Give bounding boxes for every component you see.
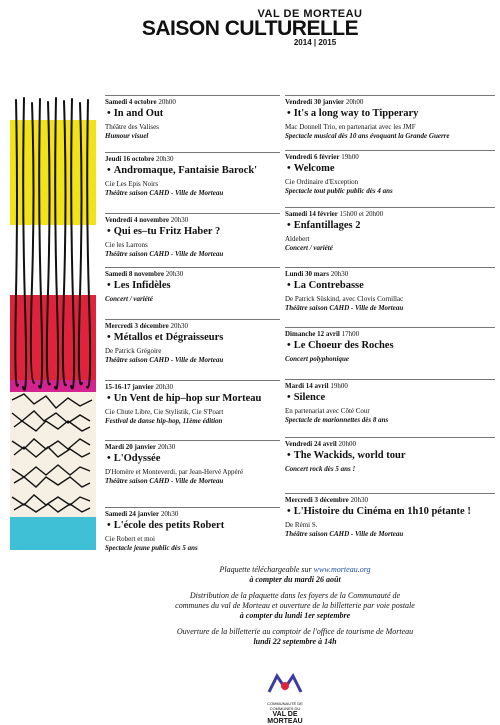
event-title bbox=[287, 163, 495, 174]
bullet-icon: • bbox=[287, 392, 291, 403]
logo-small-text: COMMUNAUTÉ DE COMMUNES DU bbox=[267, 701, 303, 711]
event-time: 19h00 bbox=[330, 382, 348, 390]
event-title-text: It's a long way to Tipperary bbox=[293, 108, 419, 119]
event-time: 19h00 bbox=[341, 153, 359, 161]
event-day: Samedi 4 octobre bbox=[105, 98, 157, 106]
footer-distribution-line1: Distribution de la plaquette dans les foyers de la Communauté de bbox=[189, 591, 401, 600]
event-time: 20h30 bbox=[160, 510, 179, 518]
event-date bbox=[285, 270, 495, 278]
event-time: 20h30 bbox=[157, 443, 176, 451]
event-category: Théâtre saison CAHD - Ville de Morteau bbox=[285, 530, 404, 538]
bullet-icon: • bbox=[287, 280, 291, 291]
event-block bbox=[285, 267, 495, 313]
event-credit: D'Homère et Monteverdi, par Jean-Hervé Appéré bbox=[105, 468, 244, 476]
event-date bbox=[105, 383, 280, 391]
footer-distribution bbox=[90, 591, 500, 621]
event-title-text: Les Infidèles bbox=[113, 280, 171, 291]
event-credit: Cie Les Epis Noirs bbox=[105, 180, 159, 188]
event-day: Vendredi 4 novembre bbox=[105, 216, 170, 224]
bullet-icon: • bbox=[107, 453, 111, 464]
bullet-icon: • bbox=[287, 506, 291, 517]
event-title bbox=[107, 226, 280, 237]
event-time: 20h30 bbox=[170, 322, 189, 330]
event-title bbox=[287, 220, 495, 231]
event-category: Humour visuel bbox=[105, 132, 149, 140]
footer-distribution-line2: communes du val de Morteau et ouverture de la billetterie par voie postale bbox=[175, 601, 415, 610]
event-time: 20h30 bbox=[165, 270, 184, 278]
event-time: 20h30 bbox=[350, 496, 369, 504]
event-category: Spectacle jeune public dès 5 ans bbox=[105, 544, 198, 552]
event-time: 20h30 bbox=[155, 383, 174, 391]
event-date bbox=[285, 210, 495, 218]
event-day: Samedi 24 janvier bbox=[105, 510, 160, 518]
stripe-band-red bbox=[10, 295, 96, 380]
event-block bbox=[105, 152, 280, 198]
event-day: Samedi 14 février bbox=[285, 210, 338, 218]
event-block bbox=[285, 379, 495, 425]
event-category: Théâtre saison CAHD - Ville de Morteau bbox=[105, 477, 224, 485]
event-date bbox=[105, 443, 280, 451]
event-block bbox=[285, 437, 495, 474]
event-credit: Cie Chute Libre, Cie Stylistik, Cie S'Poart bbox=[105, 408, 224, 416]
event-block bbox=[105, 95, 280, 141]
footer-download-text: Plaquette téléchargeable sur bbox=[219, 565, 312, 574]
logo-mark-icon bbox=[265, 672, 305, 696]
event-category: Théâtre saison CAHD - Ville de Morteau bbox=[105, 189, 224, 197]
event-category: Concert polyphonique bbox=[285, 355, 349, 363]
event-category: Théâtre saison CAHD - Ville de Morteau bbox=[105, 356, 224, 364]
event-category: Concert / variété bbox=[105, 295, 153, 303]
event-date bbox=[105, 155, 280, 163]
event-title-text: Métallos et Dégraisseurs bbox=[113, 332, 224, 343]
header-years: 2014 | 2015 bbox=[293, 38, 337, 47]
event-time: 20h30 bbox=[156, 155, 174, 163]
event-time: 20h30 bbox=[330, 270, 349, 278]
footer-ticketing bbox=[90, 627, 500, 647]
event-block bbox=[105, 267, 280, 304]
event-date bbox=[105, 510, 280, 518]
event-day: Vendredi 30 janvier bbox=[285, 98, 345, 106]
footer-ticketing-text: Ouverture de la billetterie au comptoir de l'office de tourisme de Morteau bbox=[176, 627, 414, 636]
event-title-text: L'école des petits Robert bbox=[113, 520, 225, 531]
event-title-text: Silence bbox=[293, 392, 326, 403]
bullet-icon: • bbox=[107, 226, 111, 237]
event-date bbox=[285, 98, 495, 106]
event-time: 20h00 bbox=[338, 440, 356, 448]
event-title bbox=[287, 506, 495, 517]
event-title bbox=[107, 165, 280, 176]
stripe-band-magenta bbox=[10, 380, 96, 392]
footer-download-date: à compter du mardi 26 août bbox=[249, 575, 341, 584]
bullet-icon: • bbox=[107, 280, 111, 291]
poster-header bbox=[0, 8, 500, 47]
event-category: Festival de danse hip-hop, 11ème édition bbox=[105, 417, 223, 425]
event-time: 17h00 bbox=[341, 330, 360, 338]
event-title bbox=[107, 453, 280, 464]
event-title bbox=[287, 450, 495, 461]
event-block bbox=[285, 150, 495, 196]
bullet-icon: • bbox=[107, 520, 111, 531]
event-day: Jeudi 16 octobre bbox=[105, 155, 155, 163]
event-block bbox=[105, 319, 280, 365]
header-town: VAL DE MORTEAU bbox=[257, 8, 363, 20]
website-link[interactable]: www.morteau.org bbox=[313, 565, 371, 574]
bullet-icon: • bbox=[287, 340, 291, 351]
event-block bbox=[285, 327, 495, 364]
event-time: 20h30 bbox=[170, 216, 189, 224]
bullet-icon: • bbox=[107, 165, 111, 176]
event-block bbox=[105, 213, 280, 259]
event-time: 20h00 bbox=[345, 98, 364, 106]
event-time: 15h00 et 20h00 bbox=[339, 210, 384, 218]
event-category: Théâtre saison CAHD - Ville de Morteau bbox=[285, 304, 404, 312]
event-title bbox=[107, 280, 280, 291]
event-title-text: Le Choeur des Roches bbox=[293, 340, 394, 351]
event-title-text: The Wackids, world tour bbox=[293, 450, 406, 461]
event-day: Mercredi 3 décembre bbox=[285, 496, 349, 504]
event-day: Vendredi 6 février bbox=[285, 153, 340, 161]
decorative-stripes bbox=[10, 95, 96, 550]
event-time: 20h00 bbox=[158, 98, 176, 106]
event-title-text: Welcome bbox=[293, 163, 335, 174]
event-title bbox=[287, 280, 495, 291]
event-credit: Théâtre des Valises bbox=[105, 123, 159, 131]
bullet-icon: • bbox=[287, 450, 291, 461]
event-category: Spectacle musical dès 10 ans évoquant la Grande Guerre bbox=[285, 132, 450, 140]
event-credit: Mac Donnell Trio, en partenariat avec les JMF bbox=[285, 123, 416, 131]
event-category: Théâtre saison CAHD - Ville de Morteau bbox=[105, 250, 224, 258]
event-day: 15-16-17 janvier bbox=[105, 383, 154, 391]
event-title-text: In and Out bbox=[113, 108, 164, 119]
bullet-icon: • bbox=[107, 108, 111, 119]
stripe-band-cyan bbox=[10, 517, 96, 550]
event-block bbox=[285, 207, 495, 253]
event-credit: Cie Robert et moi bbox=[105, 535, 155, 543]
event-title bbox=[107, 393, 280, 404]
event-block bbox=[285, 95, 495, 141]
event-date bbox=[105, 98, 280, 106]
event-title bbox=[107, 108, 280, 119]
event-category: Spectacle tout public public dès 4 ans bbox=[285, 187, 393, 195]
event-date bbox=[105, 216, 280, 224]
event-credit: De Rémi S. bbox=[285, 521, 318, 529]
event-day: Mercredi 3 décembre bbox=[105, 322, 169, 330]
event-title bbox=[287, 392, 495, 403]
event-title bbox=[107, 520, 280, 531]
header-title: SAISON CULTURELLE bbox=[141, 17, 359, 40]
event-day: Mardi 20 janvier bbox=[105, 443, 156, 451]
event-date bbox=[285, 496, 495, 504]
event-date bbox=[105, 270, 280, 278]
bullet-icon: • bbox=[107, 393, 111, 404]
event-title-text: La Contrebasse bbox=[293, 280, 364, 291]
event-title bbox=[287, 340, 495, 351]
event-title-text: Enfantillages 2 bbox=[293, 220, 361, 231]
event-category: Concert rock dès 5 ans ! bbox=[285, 465, 356, 473]
event-date bbox=[285, 382, 495, 390]
event-date bbox=[285, 440, 495, 448]
event-credit: De Patrick Grégoire bbox=[105, 347, 162, 355]
event-day: Dimanche 12 avril bbox=[285, 330, 340, 338]
bullet-icon: • bbox=[287, 163, 291, 174]
event-credit: De Patrick Süskind, avec Clovis Cornillac bbox=[285, 295, 404, 303]
event-credit: Cie Ordinaire d'Exception bbox=[285, 178, 359, 186]
event-title bbox=[287, 108, 495, 119]
bullet-icon: • bbox=[287, 220, 291, 231]
community-logo bbox=[255, 672, 315, 725]
bullet-icon: • bbox=[107, 332, 111, 343]
event-date bbox=[105, 322, 280, 330]
event-day: Lundi 30 mars bbox=[285, 270, 329, 278]
event-day: Mardi 14 avril bbox=[285, 382, 329, 390]
bullet-icon: • bbox=[287, 108, 291, 119]
event-block bbox=[105, 507, 280, 553]
event-title-text: L'Histoire du Cinéma en 1h10 pétante ! bbox=[293, 506, 471, 517]
event-block bbox=[105, 440, 280, 486]
event-title-text: Un Vent de hip–hop sur Morteau bbox=[113, 393, 262, 404]
footer-ticketing-date: lundi 22 septembre à 14h bbox=[253, 637, 337, 646]
event-credit: En partenariat avec Côté Cour bbox=[285, 407, 370, 415]
event-title-text: L'Odyssée bbox=[113, 453, 161, 464]
event-title-text: Andromaque, Fantaisie Barock' bbox=[113, 165, 258, 176]
event-date bbox=[285, 330, 495, 338]
event-title bbox=[107, 332, 280, 343]
footer-distribution-date: à compter du lundi 1er septembre bbox=[239, 611, 351, 620]
event-category: Spectacle de marionnettes dès 8 ans bbox=[285, 416, 389, 424]
event-category: Concert / variété bbox=[285, 244, 333, 252]
event-day: Vendredi 24 avril bbox=[285, 440, 337, 448]
poster-footer bbox=[90, 565, 500, 653]
event-title-text: Qui es–tu Fritz Haber ? bbox=[113, 226, 221, 237]
event-date bbox=[285, 153, 495, 161]
event-credit: Cie les Larrons bbox=[105, 241, 148, 249]
event-block bbox=[285, 493, 495, 539]
logo-name: VAL DE MORTEAU bbox=[267, 711, 303, 725]
event-day: Samedi 8 novembre bbox=[105, 270, 164, 278]
footer-download bbox=[90, 565, 500, 585]
event-block bbox=[105, 380, 280, 426]
event-credit: Aldebert bbox=[285, 235, 310, 243]
